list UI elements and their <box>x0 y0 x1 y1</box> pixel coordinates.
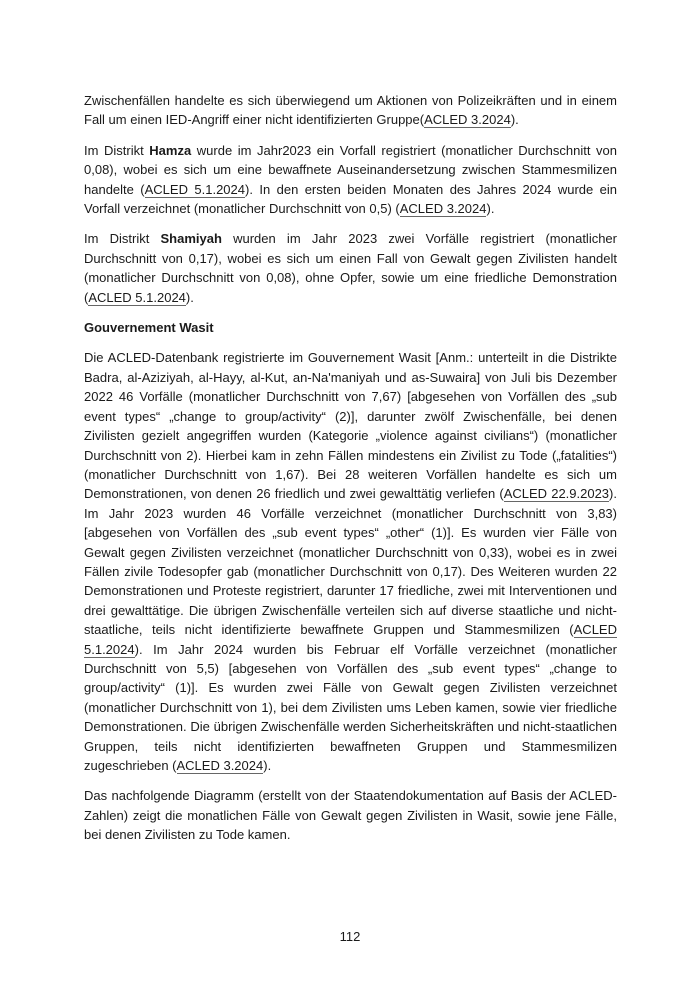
paragraph-text: ). <box>185 289 194 305</box>
paragraph-text: ). <box>263 758 272 773</box>
paragraph <box>84 141 617 219</box>
paragraph-text: ). <box>510 112 519 128</box>
document-body <box>84 91 617 856</box>
paragraph <box>84 91 617 130</box>
citation-link[interactable]: ACLED 3.2024 <box>399 201 487 217</box>
district-name: Hamza <box>149 142 192 158</box>
paragraph-text: Die ACLED-Datenbank registrierte im Gouvernement Wasit [Anm.: unterteilt in die Distrikte Badra, al-Aziziyah, al-Hayy, al-Kut, an-Na'maniyah und as-Suwaira] von Juli bis Dezember 2022 46 Vorfälle (monatlicher Durchschnitt von 7,67) [abgesehen von Vorfällen des „sub event types“ „change to group/activity“ (2)], darunter zwölf Zwischenfälle, bei denen Zivilisten gezielt angegriffen wurden (Kategorie „violence against civilians“) (monatlicher Durchschnitt von 2). Hierbei kam in zehn Fällen mindestens ein Zivilist zu Tode („fatalities“) (monatlicher Durchschnitt von 1,67). Bei 28 weiteren Vorfällen handelte es sich um Demonstrationen, von denen 26 friedlich und zwei gewalttätig verliefen ( <box>84 350 617 502</box>
citation-link[interactable]: ACLED 5.1.2024 <box>144 181 245 197</box>
paragraph-text: Gouvernement Wasit <box>84 320 214 336</box>
paragraph <box>84 229 617 307</box>
paragraph-text: ). In den ersten beiden Monaten des Jahres 2024 wurde ein Vorfall verzeichnet (monatlicher Durchschnitt von 0,5) ( <box>84 181 617 217</box>
district-name: Shamiyah <box>160 231 222 247</box>
page-number: 112 <box>339 929 361 944</box>
citation-link[interactable]: ACLED 5.1.2024 <box>84 622 617 657</box>
paragraph-text: Im Distrikt <box>84 231 161 247</box>
paragraph-text: ). Im Jahr 2024 wurden bis Februar elf Vorfälle verzeichnet (monatlicher Durchschnitt von 5,5) [abgesehen von Vorfällen des „sub event types“ „change to group/activity“ (1)]. Es wurden zwei Fälle von Gewalt gegen Zivilisten verzeichnet (monatlicher Durchschnitt von 1), bei dem Zivilisten ums Leben kamen, sowie vier friedliche Demonstrationen. Die übrigen Zwischenfälle werden Sicherheitskräften und nicht-staatlichen Gruppen, teils nicht identifizierten bewaffneten Gruppen und Stammesmilizen zugeschrieben ( <box>84 641 617 773</box>
citation-link[interactable]: ACLED 5.1.2024 <box>88 289 186 305</box>
paragraph-text: Das nachfolgende Diagramm (erstellt von der Staatendokumentation auf Basis der ACLED-Zahlen) zeigt die monatlichen Fälle von Gewalt gegen Zivilisten in Wasit, sowie jene Fälle, bei denen Zivilisten zu Tode kamen. <box>84 788 617 843</box>
citation-link[interactable]: ACLED 22.9.2023 <box>503 486 610 502</box>
paragraph-text: wurden im Jahr 2023 zwei Vorfälle registriert (monatlicher Durchschnitt von 0,17), wobei es sich um einen Fall von Gewalt gegen Zivilisten handelt (monatlicher Durchschnitt von 0,08), ohne Opfer, sowie um eine friedliche Demonstration ( <box>84 231 617 305</box>
citation-link[interactable]: ACLED 3.2024 <box>176 758 264 773</box>
paragraph-text: ). <box>486 201 495 217</box>
paragraph-text: wurde im Jahr2023 ein Vorfall registriert (monatlicher Durchschnitt von 0,08), wobei es sich um eine bewaffnete Auseinandersetzung zwischen Stammesmilizen handelte ( <box>84 142 618 197</box>
citation-link[interactable]: ACLED 3.2024 <box>424 112 511 128</box>
paragraph <box>84 348 617 775</box>
section-heading <box>84 318 617 337</box>
paragraph-text: ). Im Jahr 2023 wurden 46 Vorfälle verzeichnet (monatlicher Durchschnitt von 3,83) [abgesehen von Vorfällen des „sub event types“ „other“ (1)]. Es wurden vier Fälle von Gewalt gegen Zivilisten verzeichnet (monatlicher Durchschnitt von 0,33), wobei es in zwei Fällen zivile Todesopfer gab (monatlicher Durchschnitt von 0,17). Des Weiteren wurden 22 Demonstrationen und Proteste registriert, darunter 17 friedliche, zwei mit Interventionen und drei gewalttätige. Die übrigen Zwischenfälle verteilen sich auf diverse staatliche und nicht-staatliche, teils nicht identifizierte bewaffnete Gruppen und Stammesmilizen ( <box>84 486 617 638</box>
paragraph <box>84 786 617 844</box>
paragraph-text: Zwischenfällen handelte es sich überwiegend um Aktionen von Polizeikräften und in einem Fall um einen IED-Angriff einer nicht identifizierten Gruppe( <box>84 93 617 128</box>
paragraph-text: Im Distrikt <box>84 142 150 158</box>
